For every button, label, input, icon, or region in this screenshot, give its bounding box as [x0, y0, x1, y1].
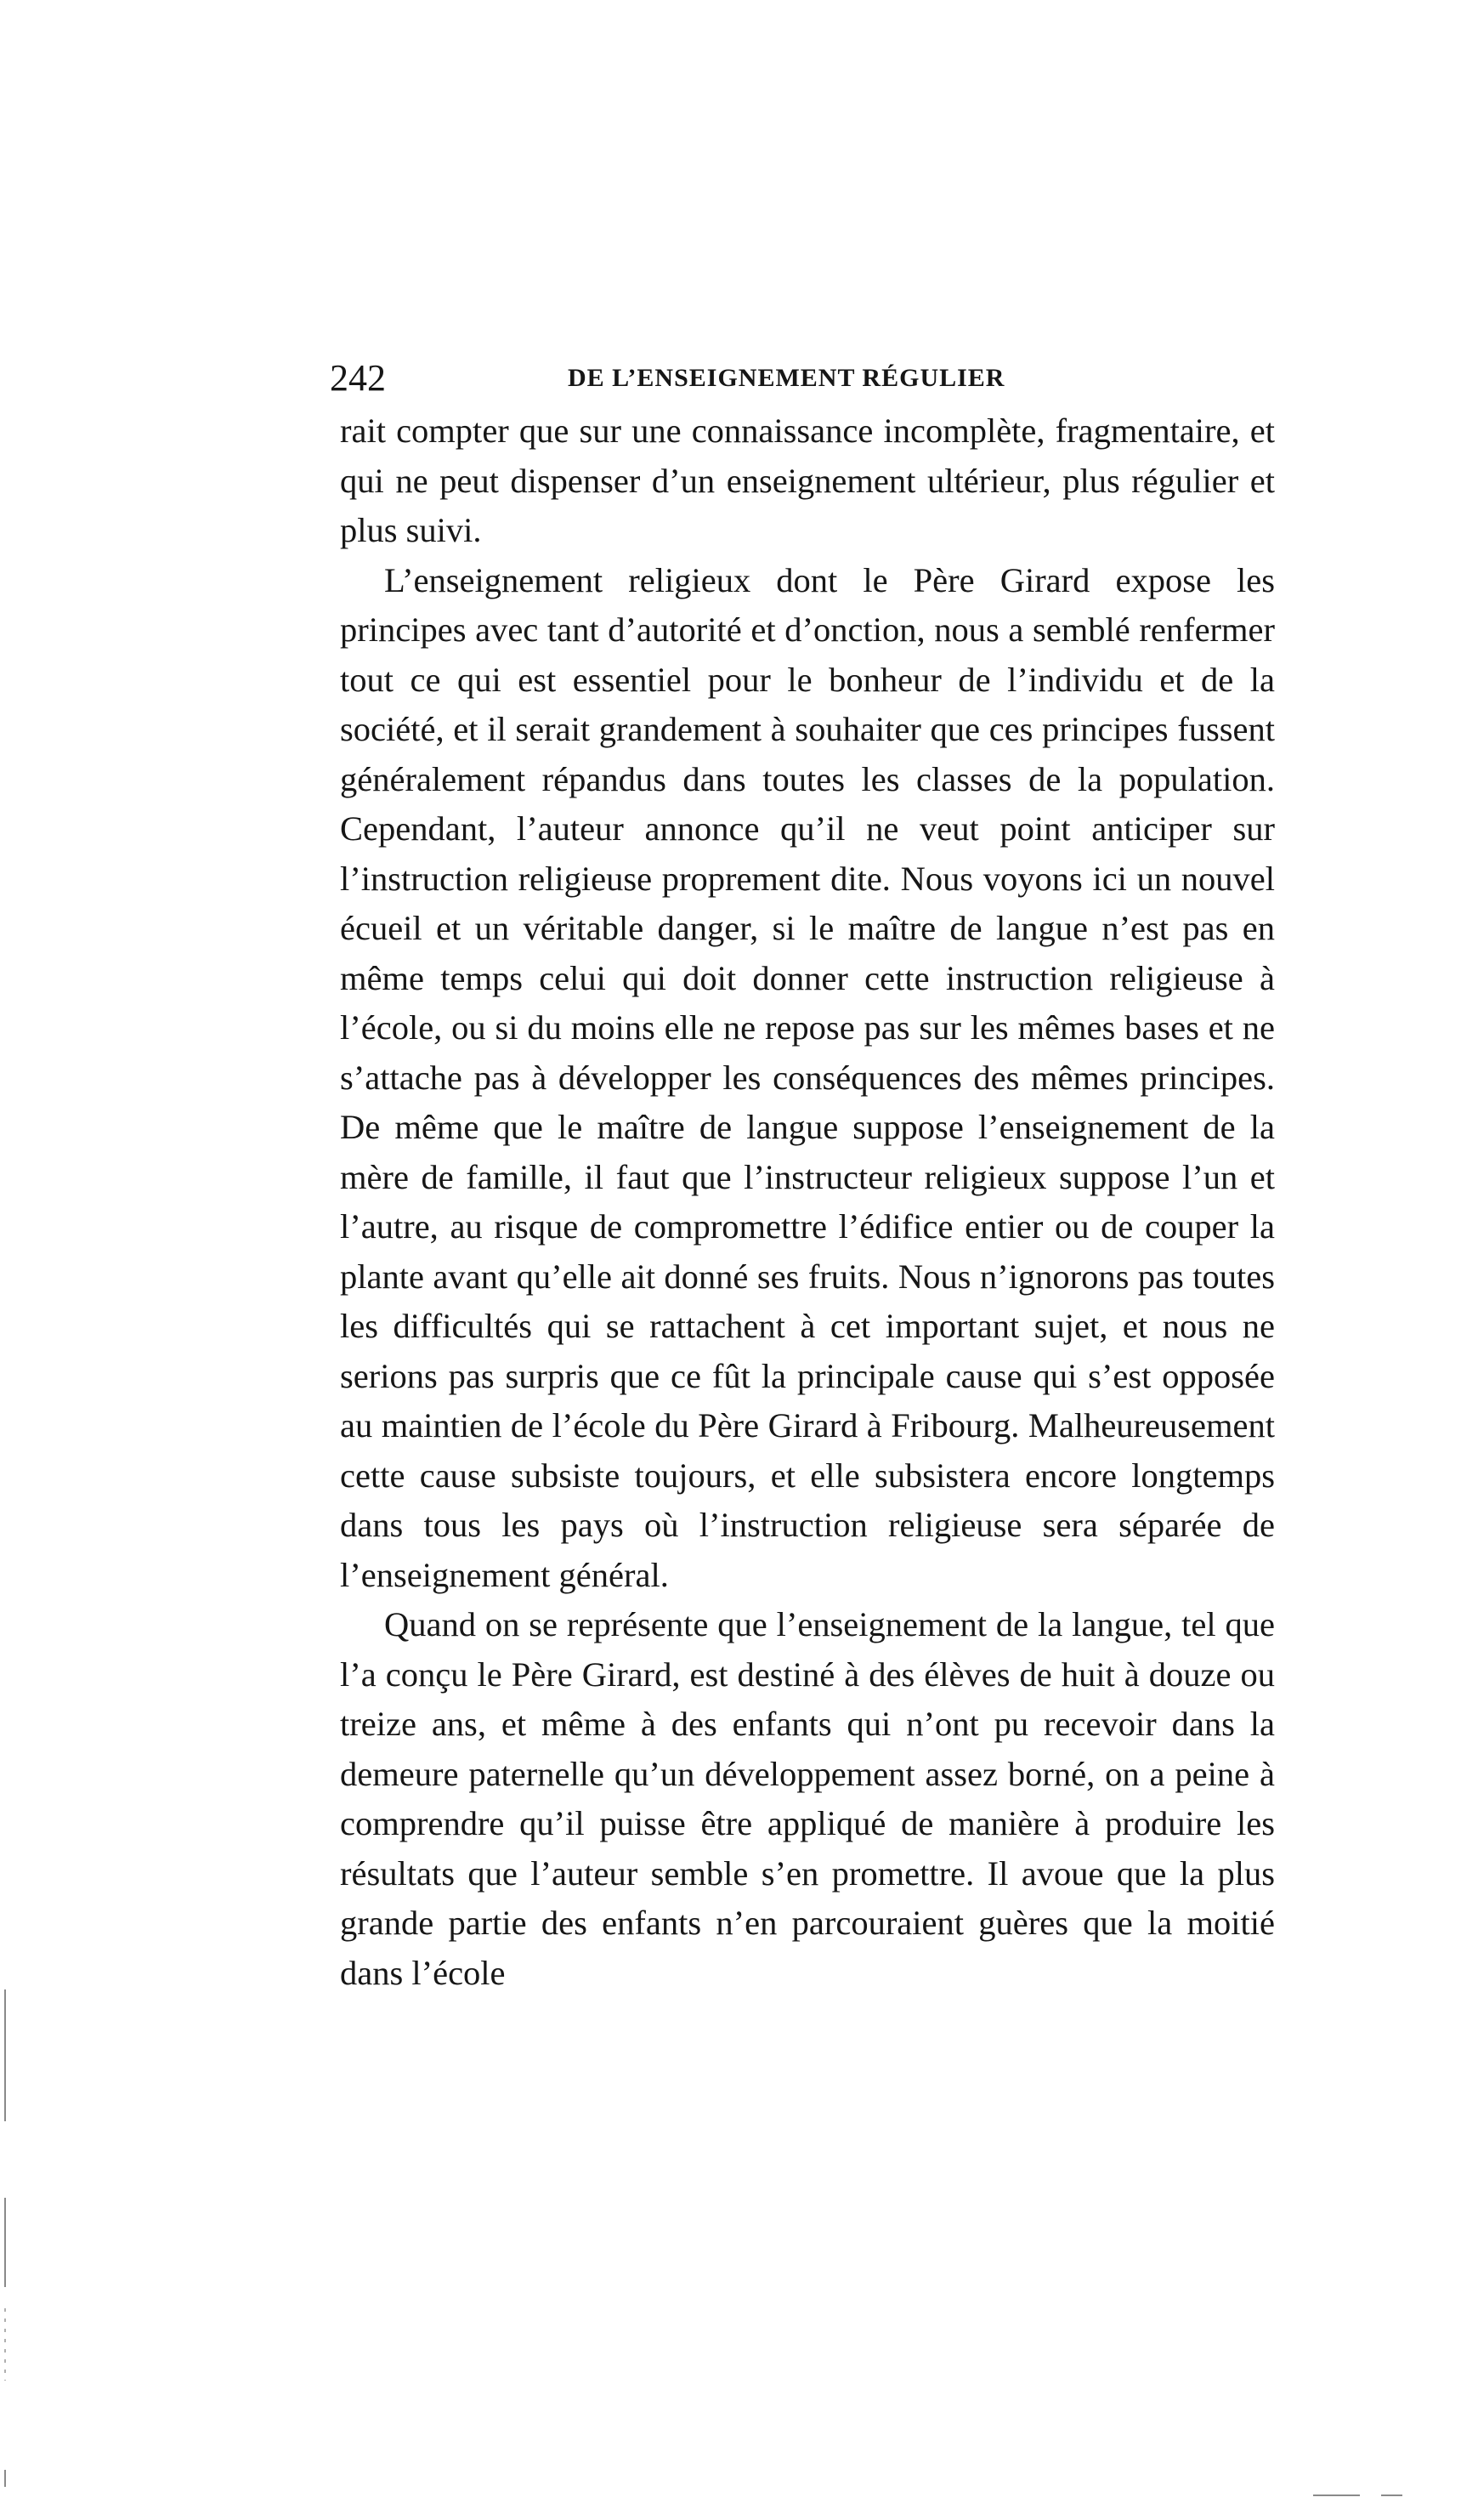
- running-title: DE L’ENSEIGNEMENT RÉGULIER: [568, 364, 1005, 392]
- body-text: [340, 406, 1275, 1998]
- paragraph-continuation: rait compter que sur une connaissance incomplète, fragmentaire, et qui ne peut dispenser d’un enseignement ultérieur, plus régulier et plus suivi.: [340, 411, 1275, 549]
- paragraph-religious-teaching: L’enseignement religieux dont le Père Girard expose les principes avec tant d’autorité et d’onction, nous a semblé renfermer tout ce qui est essentiel pour le bonheur de l’individu et de la société, et il serait grandement à souhaiter que ces principes fussent généralement répandus dans toutes les classes de la population. Cependant, l’auteur annonce qu’il ne veut point anticiper sur l’instruction religieuse proprement dite. Nous voyons ici un nouvel écueil et un véritable danger, si le maître de langue n’est pas en même temps celui qui doit donner cette instruction religieuse à l’école, ou si du moins elle ne repose pas sur les mêmes bases et ne s’attache pas à développer les conséquences des mêmes principes. De même que le maître de langue suppose l’enseignement de la mère de famille, il faut que l’instructeur religieux suppose l’un et l’autre, au risque de compromettre l’édifice entier ou de couper la plante avant qu’elle ait donné ses fruits. Nous n’ignorons pas toutes les difficultés qui se rattachent à cet important sujet, et nous ne serions pas surpris que ce fût la principale cause qui s’est opposée au maintien de l’école du Père Girard à Fribourg. Malheureusement cette cause subsiste toujours, et elle subsistera encore longtemps dans tous les pays où l’instruction religieuse sera séparée de l’enseignement général.: [340, 560, 1275, 1594]
- running-head: [330, 353, 1273, 404]
- page-number: 242: [330, 357, 386, 399]
- paragraph-language-teaching: Quand on se représente que l’enseignement de la langue, tel que l’a conçu le Père Girard, est destiné à des élèves de huit à douze ou treize ans, et même à des enfants qui n’ont pu recevoir dans la demeure paternelle qu’un développement assez borné, on a peine à comprendre qu’il puisse être appliqué de manière à produire les résultats que l’auteur semble s’en promettre. Il avoue que la plus grande partie des enfants n’en parcouraient guères que la moitié dans l’école: [340, 1605, 1275, 1992]
